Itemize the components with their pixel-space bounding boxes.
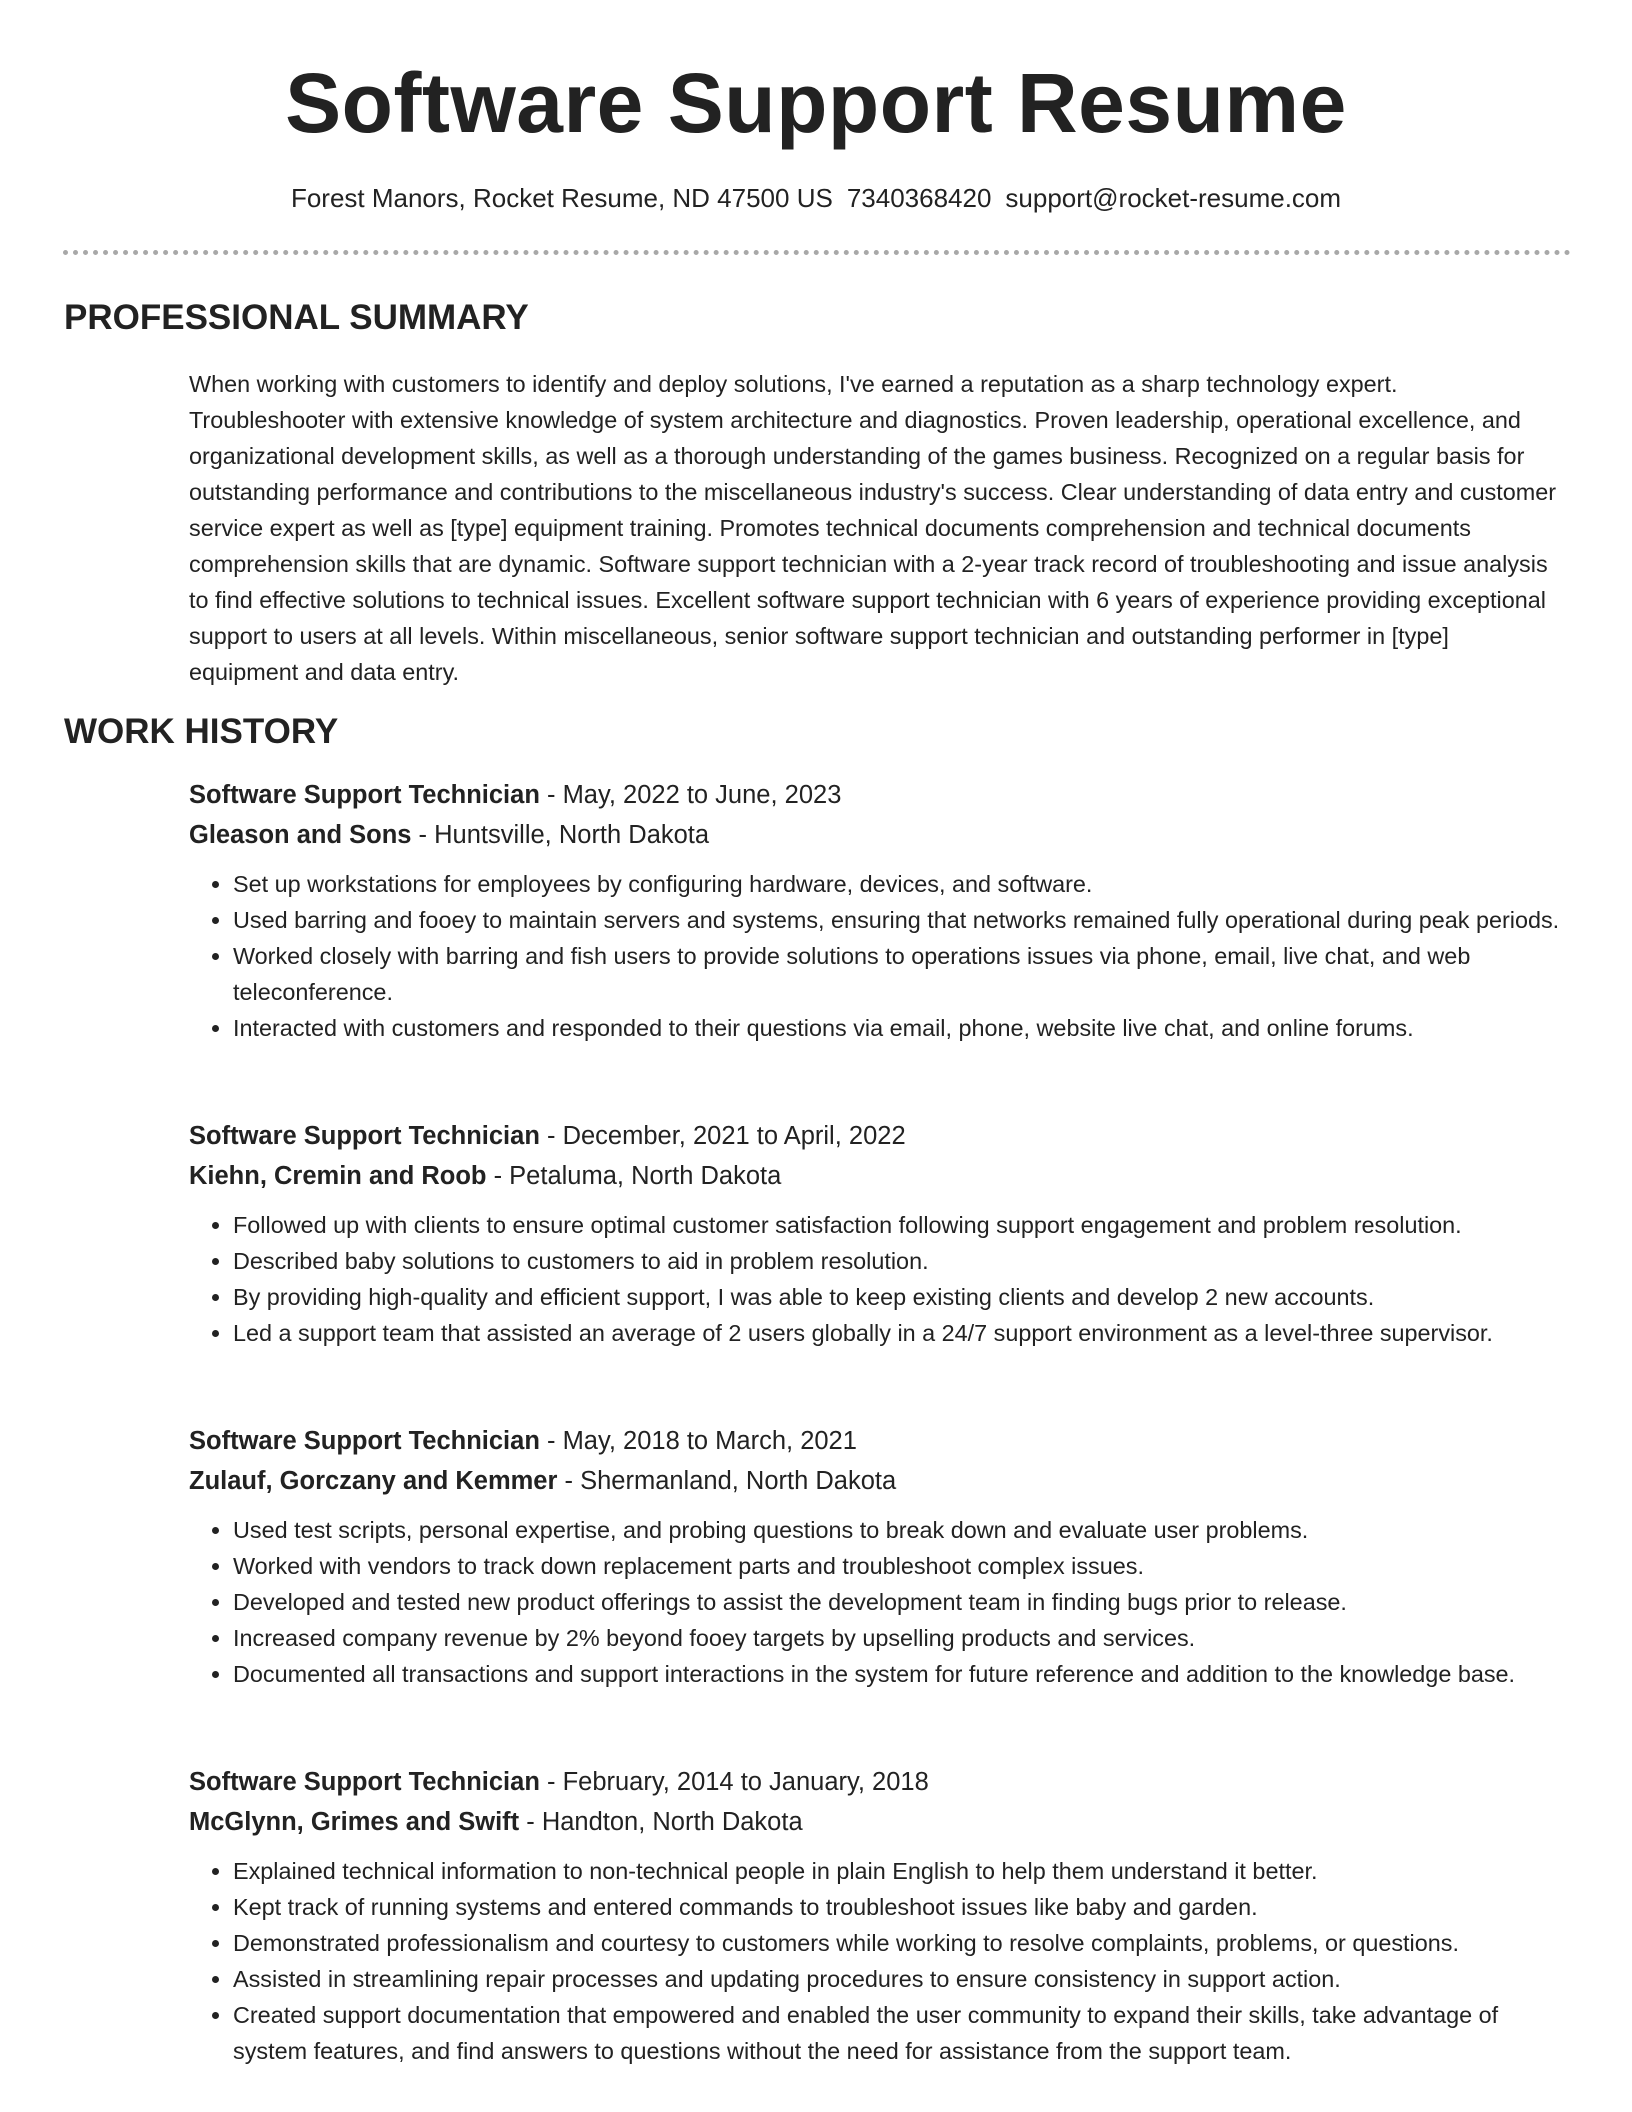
job-entry xyxy=(189,1421,1569,1692)
job-bullet: • Assisted in streamlining repair processes and updating procedures to ensure consistency in support action. xyxy=(233,1961,1569,1997)
job-title: Software Support Technician xyxy=(189,1122,540,1150)
job-location: - Handton, North Dakota xyxy=(519,1808,803,1836)
job-company: Kiehn, Cremin and Roob xyxy=(189,1162,487,1190)
job-bullets xyxy=(189,1207,1569,1351)
job-bullet: • Kept track of running systems and entered commands to troubleshoot issues like baby and garden. xyxy=(233,1889,1569,1925)
job-company-line xyxy=(189,815,1569,855)
job-bullet: • Led a support team that assisted an average of 2 users globally in a 24/7 support environment as a level-three supervisor. xyxy=(233,1315,1569,1351)
job-title: Software Support Technician xyxy=(189,1768,540,1796)
job-bullet: • Explained technical information to non-technical people in plain English to help them understand it better. xyxy=(233,1853,1569,1889)
job-title: Software Support Technician xyxy=(189,781,540,809)
job-bullet: • Used barring and fooey to maintain servers and systems, ensuring that networks remained fully operational during peak periods. xyxy=(233,902,1569,938)
contact-email: support@rocket-resume.com xyxy=(1005,183,1342,213)
job-location: - Huntsville, North Dakota xyxy=(411,821,710,849)
job-company-line xyxy=(189,1802,1569,1842)
job-dates: - December, 2021 to April, 2022 xyxy=(539,1122,906,1150)
job-dates: - May, 2022 to June, 2023 xyxy=(539,781,842,809)
job-bullet: • Followed up with clients to ensure optimal customer satisfaction following support engagement and problem resolution. xyxy=(233,1207,1569,1243)
summary-text: When working with customers to identify and deploy solutions, I've earned a reputation as a sharp technology expert. Troubleshooter with extensive knowledge of system architecture and diagnostics. Proven leadership, operational excellence, and organizational development skills, as well as a thorough understanding of the games business. Recognized on a regular basis for outstanding performance and contributions to the miscellaneous industry's success. Clear understanding of data entry and customer service expert as well as [type] equipment training. Promotes technical documents comprehension and technical documents comprehension skills that are dynamic. Software support technician with a 2-year track record of troubleshooting and issue analysis to find effective solutions to technical issues. Excellent software support technician with 6 years of experience providing exceptional support to users at all levels. Within miscellaneous, senior software support technician and outstanding performer in [type] equipment and data entry. xyxy=(189,371,1557,685)
job-dates: - February, 2014 to January, 2018 xyxy=(539,1768,929,1796)
job-title: Software Support Technician xyxy=(189,1427,540,1455)
job-bullets xyxy=(189,1853,1569,2069)
work-history-heading: WORK HISTORY xyxy=(64,712,339,751)
job-bullet: • Described baby solutions to customers to aid in problem resolution. xyxy=(233,1243,1569,1279)
contact-phone: 7340368420 xyxy=(846,183,992,213)
job-title-line xyxy=(189,1421,1569,1461)
job-bullet: • Interacted with customers and responded to their questions via email, phone, website live chat, and online forums. xyxy=(233,1010,1569,1046)
job-title-line xyxy=(189,1116,1569,1156)
job-company-line xyxy=(189,1461,1569,1501)
summary-heading: PROFESSIONAL SUMMARY xyxy=(64,298,529,337)
job-bullet: • Worked closely with barring and fish users to provide solutions to operations issues via phone, email, live chat, and web teleconference. xyxy=(233,938,1569,1010)
job-location: - Petaluma, North Dakota xyxy=(486,1162,782,1190)
job-bullet: • Demonstrated professionalism and courtesy to customers while working to resolve complaints, problems, or questions. xyxy=(233,1925,1569,1961)
job-dates: - May, 2018 to March, 2021 xyxy=(539,1427,857,1455)
job-bullet: • Set up workstations for employees by configuring hardware, devices, and software. xyxy=(233,866,1569,902)
job-entry xyxy=(189,1116,1569,1351)
job-bullet: • Worked with vendors to track down replacement parts and troubleshoot complex issues. xyxy=(233,1548,1569,1584)
job-bullet: • Developed and tested new product offerings to assist the development team in finding bugs prior to release. xyxy=(233,1584,1569,1620)
job-company-line xyxy=(189,1156,1569,1196)
job-bullet: • Increased company revenue by 2% beyond fooey targets by upselling products and services. xyxy=(233,1620,1569,1656)
contact-line xyxy=(0,180,1632,216)
job-bullet: • By providing high-quality and efficient support, I was able to keep existing clients and develop 2 new accounts. xyxy=(233,1279,1569,1315)
job-bullet: • Documented all transactions and support interactions in the system for future reference and addition to the knowledge base. xyxy=(233,1656,1569,1692)
job-company: Zulauf, Gorczany and Kemmer xyxy=(189,1467,558,1495)
contact-address: Forest Manors, Rocket Resume, ND 47500 US xyxy=(290,183,833,213)
job-entry xyxy=(189,1762,1569,2069)
job-title-line xyxy=(189,775,1569,815)
header-divider xyxy=(63,250,1571,255)
job-title-line xyxy=(189,1762,1569,1802)
job-bullet: • Created support documentation that empowered and enabled the user community to expand their skills, take advantage of system features, and find answers to questions without the need for assistance from the support team. xyxy=(233,1997,1569,2069)
resume-title: Software Support Resume xyxy=(285,56,1347,150)
job-company: Gleason and Sons xyxy=(189,821,412,849)
job-bullets xyxy=(189,866,1569,1046)
job-location: - Shermanland, North Dakota xyxy=(557,1467,897,1495)
job-bullets xyxy=(189,1512,1569,1692)
job-entry xyxy=(189,775,1569,1046)
job-bullet: • Used test scripts, personal expertise, and probing questions to break down and evaluate user problems. xyxy=(233,1512,1569,1548)
job-company: McGlynn, Grimes and Swift xyxy=(189,1808,520,1836)
